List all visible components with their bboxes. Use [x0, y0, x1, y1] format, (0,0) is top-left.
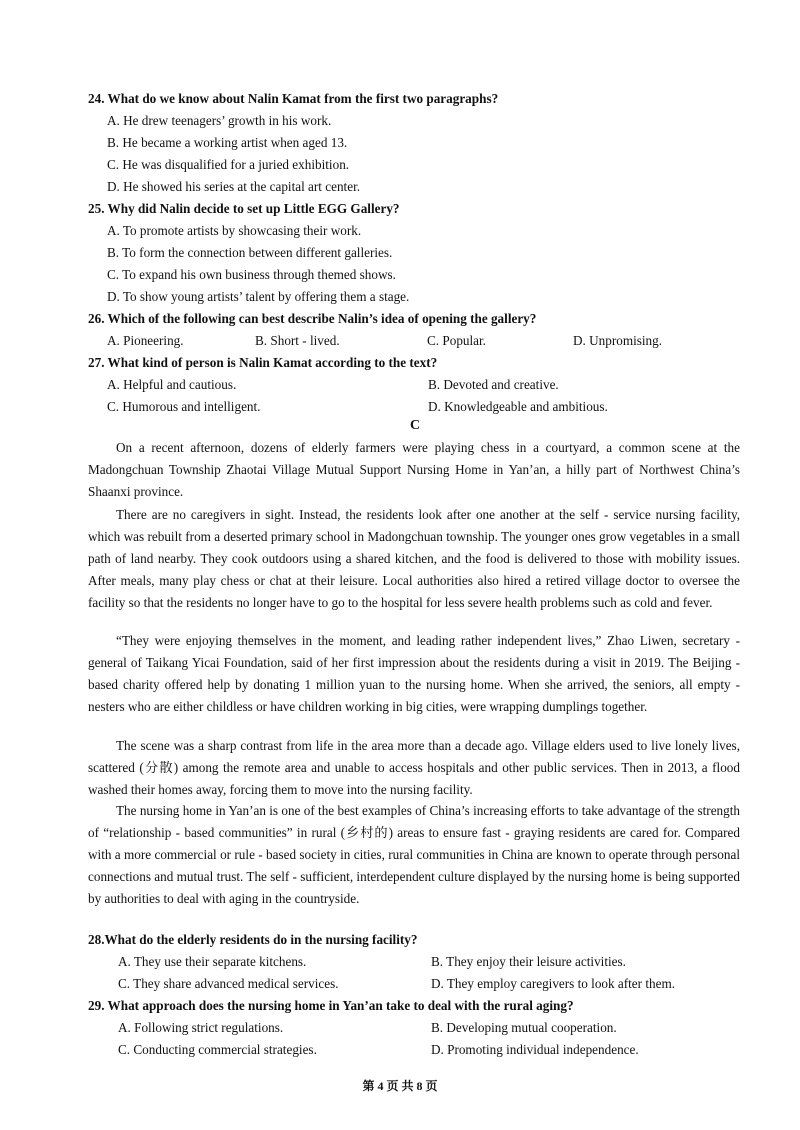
question-29-option-d: D. Promoting individual independence. — [431, 1042, 639, 1057]
question-24-option-a: A. He drew teenagers’ growth in his work. — [107, 113, 332, 128]
question-25-option-a: A. To promote artists by showcasing their work. — [107, 223, 362, 238]
question-28-option-d: D. They employ caregivers to look after them. — [431, 976, 676, 991]
passage-c-paragraph-2: There are no caregivers in sight. Instead, the residents look after one another at the self - service nursing facility, which was rebuilt from a deserted primary school in Madongchuan township. The younger ones grow vegetables in a small path of land nearby. They cook outdoors using a shared kitchen, and the food is delivered to those with mobility issues. After meals, many play chess or chat at their leisure. Local authorities also hired a retired village doctor to oversee the facility so that the residents no longer have to go to the hospital for less severe health problems such as cold and fever. — [88, 507, 740, 610]
passage-c-paragraph-1: On a recent afternoon, dozens of elderly farmers were playing chess in a courtyard, a common scene at the Madongchuan Township Zhaotai Village Mutual Support Nursing Home in Yan’an, a hilly part of Northwest China’s Shaanxi province. — [88, 440, 740, 499]
question-24-stem: 24. What do we know about Nalin Kamat from the first two paragraphs? — [88, 91, 499, 106]
question-27-option-d: D. Knowledgeable and ambitious. — [428, 399, 608, 414]
question-27-stem: 27. What kind of person is Nalin Kamat according to the text? — [88, 355, 438, 370]
question-24-option-c: C. He was disqualified for a juried exhibition. — [107, 157, 350, 172]
question-25-option-b: B. To form the connection between different galleries. — [107, 245, 393, 260]
passage-c-paragraph-4: The scene was a sharp contrast from life in the area more than a decade ago. Village elders used to live lonely lives, scattered (分散) among the remote area and unable to access hospitals and other public services. Then in 2013, a flood washed their homes away, forcing them to move into the nursing facility. — [88, 738, 740, 797]
question-28-option-c: C. They share advanced medical services. — [118, 976, 339, 991]
question-29-option-b: B. Developing mutual cooperation. — [431, 1020, 617, 1035]
question-27-option-c: C. Humorous and intelligent. — [107, 399, 261, 414]
question-25-option-c: C. To expand his own business through themed shows. — [107, 267, 396, 282]
question-25-option-d: D. To show young artists’ talent by offering them a stage. — [107, 289, 410, 304]
question-26-stem: 26. Which of the following can best describe Nalin’s idea of opening the gallery? — [88, 311, 537, 326]
question-25-stem: 25. Why did Nalin decide to set up Little EGG Gallery? — [88, 201, 400, 216]
question-27-option-b: B. Devoted and creative. — [428, 377, 559, 392]
question-29-option-c: C. Conducting commercial strategies. — [118, 1042, 317, 1057]
passage-c-paragraph-3: “They were enjoying themselves in the moment, and leading rather independent lives,” Zhao Liwen, secretary - general of Taikang Yicai Foundation, said of her first impression about the residents during a visit in 2019. The Beijing - based charity offered help by donating 1 million yuan to the nursing home. When she arrived, the seniors, all empty - nesters who are either childless or have children working in big cities, were wrapping dumplings together. — [88, 633, 740, 714]
section-c-label: C — [409, 418, 421, 433]
question-26-option-d: D. Unpromising. — [573, 333, 663, 348]
question-26-option-a: A. Pioneering. — [107, 333, 184, 348]
question-29-option-a: A. Following strict regulations. — [118, 1020, 284, 1035]
question-24-option-d: D. He showed his series at the capital art center. — [107, 179, 361, 194]
question-29-stem: 29. What approach does the nursing home in Yan’an take to deal with the rural aging? — [88, 998, 574, 1013]
question-26-option-b: B. Short - lived. — [255, 333, 340, 348]
page-number-footer: 第 4 页 共 8 页 — [362, 1079, 438, 1093]
question-26-option-c: C. Popular. — [427, 333, 486, 348]
passage-c-paragraph-5: The nursing home in Yan’an is one of the best examples of China’s increasing efforts to take advantage of the strength of “relationship - based communities” in rural (乡村的) areas to ensure fast - graying residents are cared for. Compared with a more commercial or rule - based society in cities, rural communities in China are known to operate through personal connections and mutual trust. The self - sufficient, interdependent culture displayed by the nursing home is being supported by authorities to deal with aging in the countryside. — [88, 803, 740, 906]
question-28-option-a: A. They use their separate kitchens. — [118, 954, 307, 969]
question-28-stem: 28.What do the elderly residents do in the nursing facility? — [88, 932, 418, 947]
question-27-option-a: A. Helpful and cautious. — [107, 377, 237, 392]
question-24-option-b: B. He became a working artist when aged 13. — [107, 135, 348, 150]
question-28-option-b: B. They enjoy their leisure activities. — [431, 954, 626, 969]
